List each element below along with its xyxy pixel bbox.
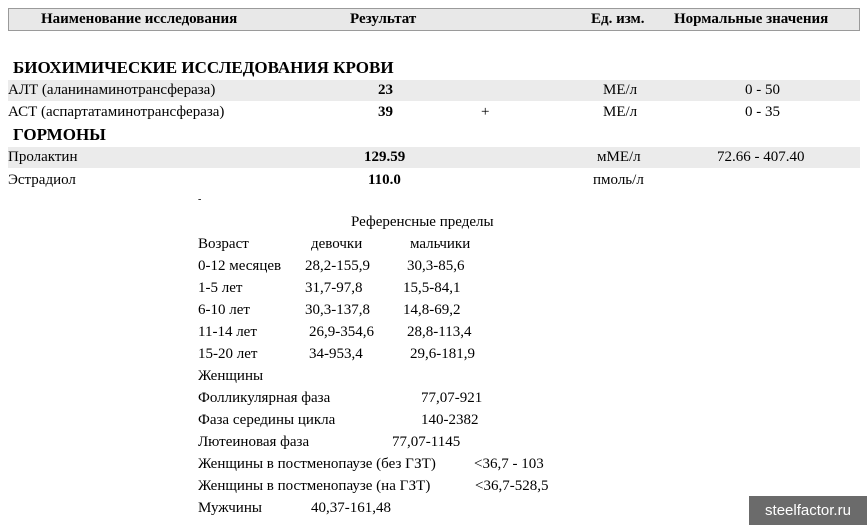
table-row [8, 170, 860, 191]
test-norm: 72.66 - 407.40 [717, 149, 805, 165]
test-name: АСТ (аспартатаминотрансфераза) [8, 104, 225, 120]
table-row [8, 80, 860, 101]
reference-phase-label: Фаза середины цикла [198, 412, 336, 428]
table-row [8, 102, 860, 123]
test-flag: + [481, 104, 490, 120]
reference-title: Референсные пределы [351, 214, 494, 230]
table-row [8, 147, 860, 168]
reference-age: 0-12 месяцев [198, 258, 282, 274]
test-result: 39 [378, 104, 393, 120]
reference-phase-label: Мужчины [198, 500, 262, 516]
reference-phase-value: 40,37-161,48 [311, 500, 391, 516]
reference-col-boys: мальчики [410, 236, 471, 252]
test-norm: 0 - 50 [745, 82, 780, 98]
reference-phase-label: Лютеиновая фаза [198, 434, 310, 450]
test-unit: МЕ/л [603, 82, 638, 98]
test-unit: мМЕ/л [597, 149, 641, 165]
section-title-hormones: ГОРМОНЫ [13, 125, 106, 144]
reference-girls-range: 28,2-155,9 [305, 258, 370, 274]
reference-age: 11-14 лет [198, 324, 257, 340]
reference-boys-range: 28,8-113,4 [407, 324, 472, 340]
reference-phase-label: Фолликулярная фаза [198, 390, 331, 406]
test-norm: 0 - 35 [745, 104, 780, 120]
test-name: Эстрадиол [8, 172, 76, 188]
site-watermark: steelfactor.ru [749, 496, 867, 525]
test-result: 110.0 [368, 172, 401, 188]
header-unit: Ед. изм. [591, 11, 645, 27]
reference-girls-range: 31,7-97,8 [305, 280, 363, 296]
reference-age: 15-20 лет [198, 346, 258, 362]
section-title-biochemistry: БИОХИМИЧЕСКИЕ ИССЛЕДОВАНИЯ КРОВИ [13, 58, 394, 77]
reference-boys-range: 29,6-181,9 [410, 346, 475, 362]
test-unit: МЕ/л [603, 104, 638, 120]
reference-phase-value: 77,07-1145 [392, 434, 461, 450]
reference-boys-range: 30,3-85,6 [407, 258, 465, 274]
reference-col-girls: девочки [311, 236, 363, 252]
reference-dot: - [198, 194, 202, 205]
reference-phase-value: 140-2382 [421, 412, 479, 428]
test-name: АЛТ (аланинаминотрансфераза) [8, 82, 216, 98]
header-result: Результат [350, 11, 417, 27]
reference-girls-range: 34-953,4 [309, 346, 363, 362]
reference-age: 6-10 лет [198, 302, 250, 318]
table-header [8, 8, 860, 31]
test-result: 129.59 [364, 149, 406, 165]
reference-phase-value: <36,7 - 103 [474, 456, 544, 472]
reference-phase-value: <36,7-528,5 [475, 478, 549, 494]
reference-col-age: Возраст [198, 236, 249, 252]
test-unit: пмоль/л [593, 172, 644, 188]
reference-phase-label: Женщины в постменопаузе (без ГЗТ) [198, 456, 436, 472]
reference-girls-range: 26,9-354,6 [309, 324, 374, 340]
reference-girls-range: 30,3-137,8 [305, 302, 370, 318]
reference-age: 1-5 лет [198, 280, 243, 296]
header-norm: Нормальные значения [674, 11, 829, 27]
reference-phase-label: Женщины в постменопаузе (на ГЗТ) [198, 478, 431, 494]
reference-boys-range: 15,5-84,1 [403, 280, 461, 296]
test-name: Пролактин [8, 149, 78, 165]
header-name: Наименование исследования [41, 11, 238, 27]
reference-phase-value: 77,07-921 [421, 390, 483, 406]
reference-women-label: Женщины [198, 368, 264, 384]
reference-boys-range: 14,8-69,2 [403, 302, 461, 318]
test-result: 23 [378, 82, 393, 98]
